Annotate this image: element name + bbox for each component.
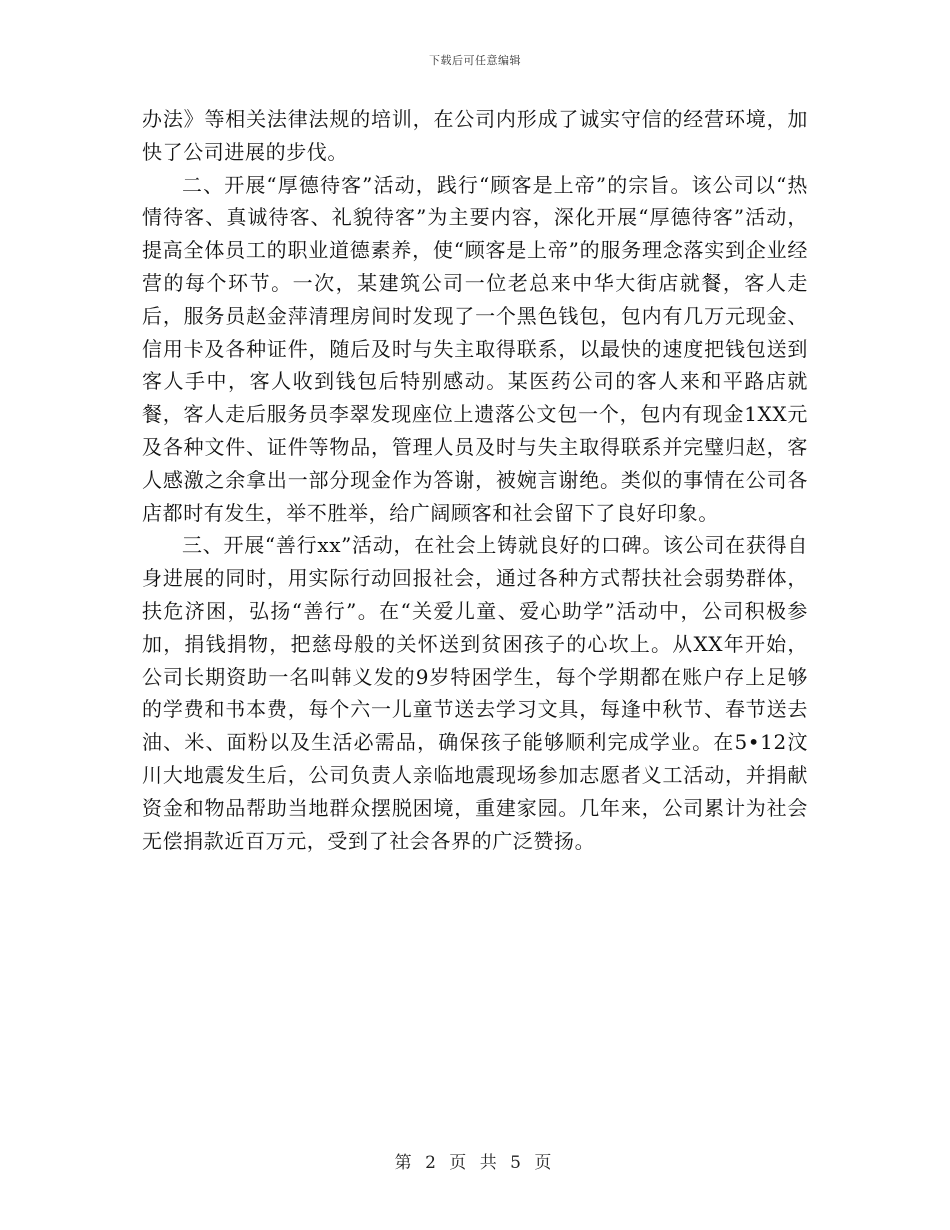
page-number-footer: 第 2 页 共 5 页 (394, 1153, 556, 1173)
document-body (142, 103, 808, 857)
paragraph-2: 二、开展“厚德待客”活动，践行“顾客是上帝”的宗旨。该公司以“热情待客、真诚待客、礼貌待客”为主要内容，深化开展“厚德待客”活动，提高全体员工的职业道德素养，使“顾客是上帝”的服务理念落实到企业经营的每个环节。一次，某建筑公司一位老总来中华大街店就餐，客人走后，服务员赵金萍清理房间时发现了一个黑色钱包，包内有几万元现金、信用卡及各种证件，随后及时与失主取得联系，以最快的速度把钱包送到客人手中，客人收到钱包后特别感动。某医药公司的客人来和平路店就餐，客人走后服务员李翠发现座位上遗落公文包一个，包内有现金1XX元及各种文件、证件等物品，管理人员及时与失主取得联系并完璧归赵，客人感激之余拿出一部分现金作为答谢，被婉言谢绝。类似的事情在公司各店都时有发生，举不胜举，给广阔顾客和社会留下了良好印象。 (142, 172, 808, 525)
paragraph-1: 办法》等相关法律法规的培训，在公司内形成了诚实守信的经营环境，加快了公司进展的步伐。 (142, 107, 808, 164)
paragraph-3: 三、开展“善行xx”活动，在社会上铸就良好的口碑。该公司在获得自身进展的同时，用实际行动回报社会，通过各种方式帮扶社会弱势群体，扶危济困，弘扬“善行”。在“关爱儿童、爱心助学”活动中，公司积极参加，捐钱捐物，把慈母般的关怀送到贫困孩子的心坎上。从XX年开始，公司长期资助一名叫韩义发的9岁特困学生，每个学期都在账户存上足够的学费和书本费，每个六一儿童节送去学习文具，每逢中秋节、春节送去油、米、面粉以及生活必需品，确保孩子能够顺利完成学业。在5•12汶川大地震发生后，公司负责人亲临地震现场参加志愿者义工活动，并捐献资金和物品帮助当地群众摆脱困境，重建家园。几年来，公司累计为社会无偿捐款近百万元，受到了社会各界的广泛赞扬。 (142, 533, 808, 853)
page-header: 下载后可任意编辑 (429, 54, 521, 67)
